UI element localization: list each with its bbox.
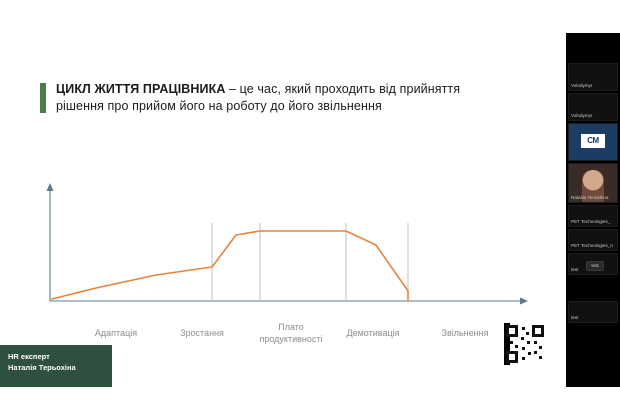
axis-label-plateau: Плато продуктивності — [259, 322, 323, 344]
x-axis-arrow — [520, 298, 528, 305]
participant-name: Nataliia Teriokhina — [571, 195, 609, 200]
participant-tile[interactable] — [568, 205, 618, 227]
rail-action-button[interactable]: test — [586, 261, 604, 271]
axis-label-adaptation: Адаптація — [94, 328, 138, 338]
axis-label-demotivation: Демотивація — [346, 328, 400, 338]
slide-title-block — [40, 81, 490, 115]
participant-rail[interactable] — [566, 33, 620, 387]
meeting-stage — [0, 33, 620, 387]
participant-name: Volodymyr — [571, 113, 593, 118]
participant-name: Volodymyr — [571, 83, 593, 88]
page-title — [56, 81, 490, 115]
chart-svg — [36, 183, 536, 313]
participant-name: test — [571, 315, 579, 320]
lifecycle-chart — [36, 183, 536, 313]
participant-tile[interactable] — [568, 93, 618, 121]
axis-label-growth: Зростання — [180, 328, 224, 338]
participant-tile[interactable] — [568, 123, 618, 161]
participant-tile[interactable] — [568, 301, 618, 323]
title-strong: ЦИКЛ ЖИТТЯ ПРАЦІВНИКА — [56, 82, 226, 96]
qr-code — [504, 323, 546, 365]
participant-tile[interactable] — [568, 63, 618, 91]
speaker-role: HR експерт — [8, 352, 50, 361]
participant-name: test — [571, 267, 579, 272]
title-accent-bar — [40, 83, 46, 113]
participant-name: PET Technologies_n — [571, 243, 613, 248]
shared-slide — [0, 33, 566, 387]
axis-label-dismissal: Звільнення — [441, 328, 489, 338]
y-axis-arrow — [47, 183, 54, 191]
speaker-card — [0, 345, 112, 387]
title-rest: – це час, який проходить від прийняття рішення про прийом його на роботу до його звільнення — [56, 82, 461, 113]
lifecycle-curve — [52, 231, 408, 301]
speaker-name: Наталія Терьохіна — [8, 363, 76, 372]
participant-tile[interactable] — [568, 229, 618, 251]
company-logo: CM — [581, 134, 605, 148]
participant-name: PET Technologies_ — [571, 219, 611, 224]
participant-tile-active-speaker[interactable] — [568, 163, 618, 203]
